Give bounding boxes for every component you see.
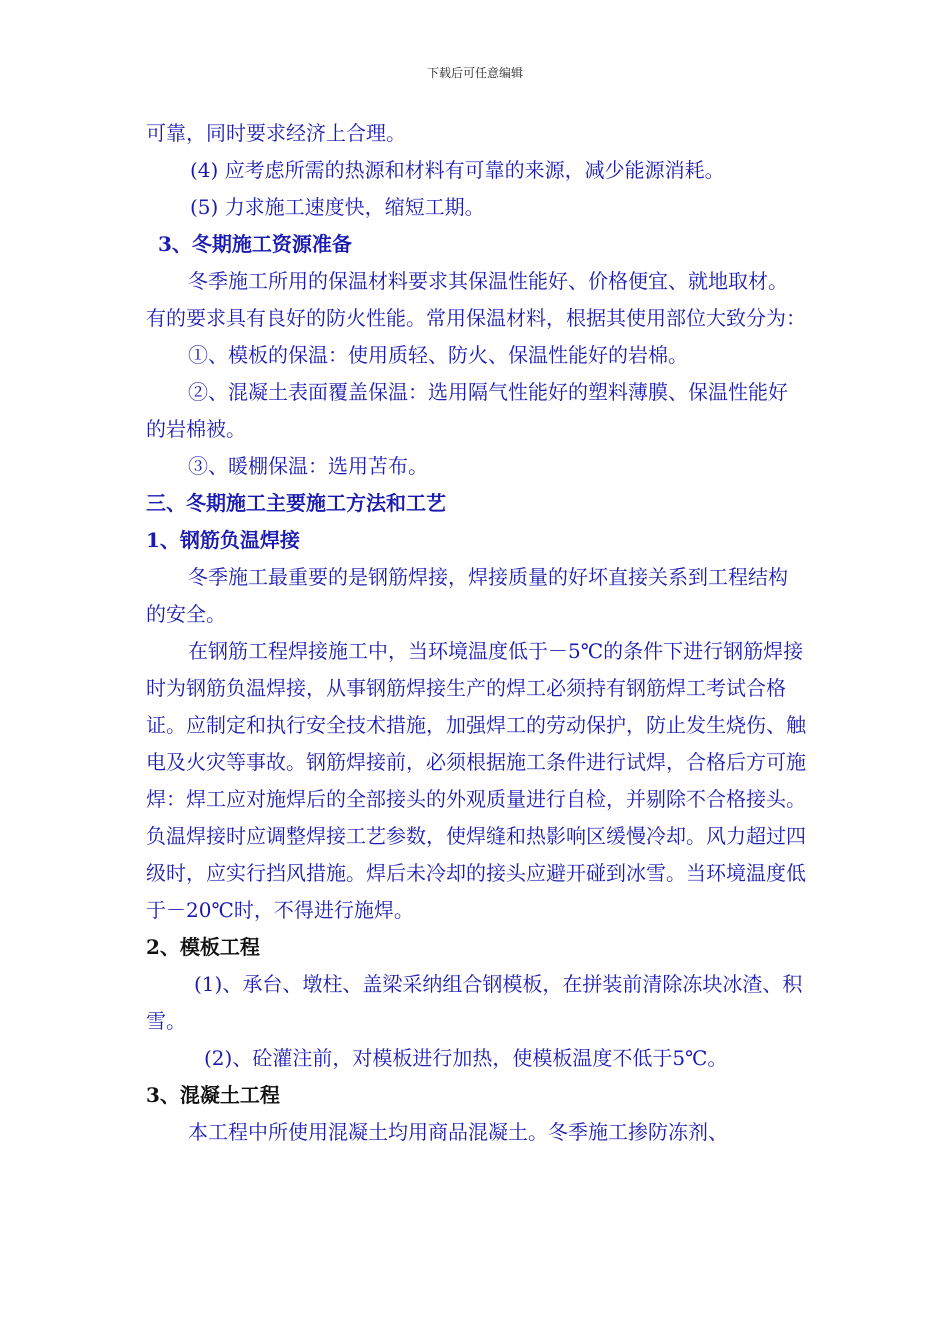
list-item: ①、模板的保温：使用质轻、防火、保温性能好的岩棉。 (188, 343, 688, 367)
chapter-heading: 三、冬期施工主要施工方法和工艺 (146, 491, 446, 515)
section-heading: 2、模板工程 (146, 935, 260, 959)
paragraph: 可靠，同时要求经济上合理。 (146, 121, 406, 145)
list-item: (4) 应考虑所需的热源和材料有可靠的来源，减少能源消耗。 (190, 158, 725, 182)
section-heading: 1、钢筋负温焊接 (146, 528, 300, 552)
list-item: ②、混凝土表面覆盖保温：选用隔气性能好的塑料薄膜、保温性能好的岩棉被。 (146, 380, 788, 441)
section-heading: 3、混凝土工程 (146, 1083, 280, 1107)
page-header: 下载后可任意编辑 (426, 66, 523, 80)
list-item: (1)、承台、墩柱、盖梁采纳组合钢模板，在拼装前清除冻块冰渣、积雪。 (146, 972, 803, 1033)
list-item: ③、暖棚保温：选用苫布。 (188, 454, 428, 478)
document-body (146, 115, 806, 1151)
list-item: (2)、砼灌注前，对模板进行加热，使模板温度不低于5℃。 (204, 1046, 728, 1070)
paragraph: 本工程中所使用混凝土均用商品混凝土。冬季施工掺防冻剂、 (188, 1120, 728, 1144)
section-heading: 3、冬期施工资源准备 (158, 232, 352, 256)
paragraph: 冬季施工最重要的是钢筋焊接，焊接质量的好坏直接关系到工程结构的安全。 (146, 565, 788, 626)
list-item: (5) 力求施工速度快，缩短工期。 (190, 195, 485, 219)
paragraph: 冬季施工所用的保温材料要求其保温性能好、价格便宜、就地取材。有的要求具有良好的防火性能。常用保温材料，根据其使用部位大致分为： (146, 269, 806, 330)
paragraph: 在钢筋工程焊接施工中，当环境温度低于－5℃的条件下进行钢筋焊接时为钢筋负温焊接，从事钢筋焊接生产的焊工必须持有钢筋焊工考试合格证。应制定和执行安全技术措施，加强焊工的劳动保护，防止发生烧伤、触电及火灾等事故。钢筋焊接前，必须根据施工条件进行试焊，合格后方可施焊：焊工应对施焊后的全部接头的外观质量进行自检，并剔除不合格接头。负温焊接时应调整焊接工艺参数，使焊缝和热影响区缓慢冷却。风力超过四级时，应实行挡风措施。焊后未冷却的接头应避开碰到冰雪。当环境温度低于－20℃时，不得进行施焊。 (146, 639, 806, 922)
